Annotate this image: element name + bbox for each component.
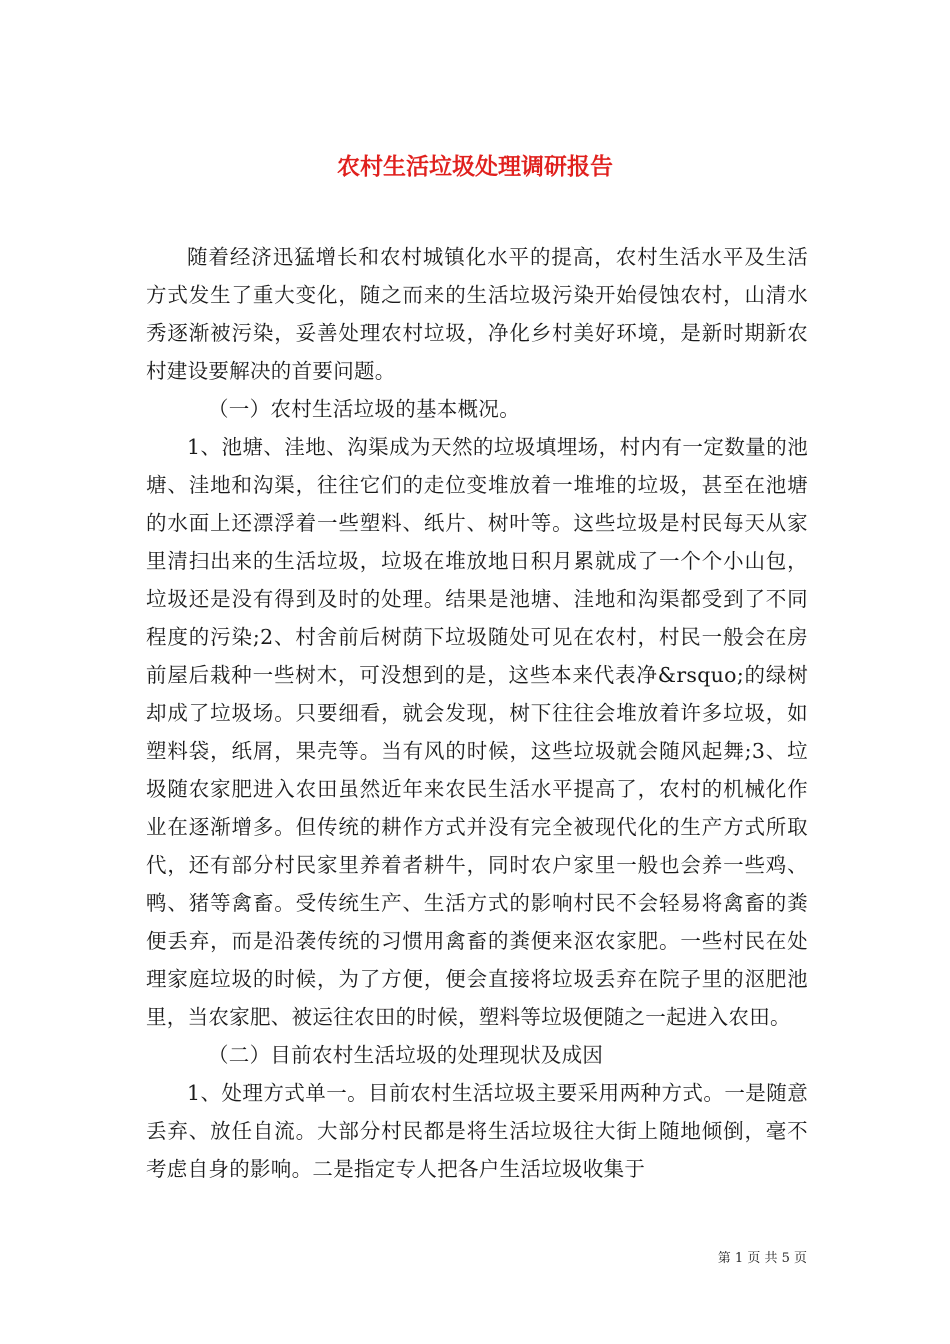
paragraph-intro: 随着经济迅猛增长和农村城镇化水平的提高，农村生活水平及生活方式发生了重大变化，随之而来的生活垃圾污染开始侵蚀农村，山清水秀逐渐被污染，妥善处理农村垃圾，净化乡村美好环境，是新时期新农村建设要解决的首要问题。	[146, 245, 808, 383]
section-heading-2: （二）目前农村生活垃圾的处理现状及成因	[208, 1043, 604, 1067]
page-number: 第 1 页 共 5 页	[717, 1251, 807, 1266]
document-body	[146, 238, 808, 1188]
paragraph-overview: 1、池塘、洼地、沟渠成为天然的垃圾填埋场，村内有一定数量的池塘、洼地和沟渠，往往它们的走位变堆放着一堆堆的垃圾，甚至在池塘的水面上还漂浮着一些塑料、纸片、树叶等。这些垃圾是村民每天从家里清扫出来的生活垃圾，垃圾在堆放地日积月累就成了一个个小山包，垃圾还是没有得到及时的处理。结果是池塘、洼地和沟渠都受到了不同程度的污染;2、村舍前后树荫下垃圾随处可见在农村，村民一般会在房前屋后栽种一些树木，可没想到的是，这些本来代表净&rsquo;的绿树却成了垃圾场。只要细看，就会发现，树下往往会堆放着许多垃圾，如塑料袋，纸屑，果壳等。当有风的时候，这些垃圾就会随风起舞;3、垃圾随农家肥进入农田虽然近年来农民生活水平提高了，农村的机械化作业在逐渐增多。但传统的耕作方式并没有完全被现代化的生产方式所取代，还有部分村民家里养着者耕牛，同时农户家里一般也会养一些鸡、鸭、猪等禽畜。受传统生产、生活方式的影响村民不会轻易将禽畜的粪便丢弃，而是沿袭传统的习惯用禽畜的粪便来沤农家肥。一些村民在处理家庭垃圾的时候，为了方便，便会直接将垃圾丢弃在院子里的沤肥池里，当农家肥、被运往农田的时候，塑料等垃圾便随之一起进入农田。	[146, 435, 808, 1029]
document-title: 农村生活垃圾处理调研报告	[337, 154, 613, 181]
section-heading-1: （一）农村生活垃圾的基本概况。	[208, 397, 520, 421]
paragraph-status: 1、处理方式单一。目前农村生活垃圾主要采用两种方式。一是随意丢弃、放任自流。大部分村民都是将生活垃圾往大街上随地倾倒，毫不考虑自身的影响。二是指定专人把各户生活垃圾收集于	[146, 1081, 808, 1181]
